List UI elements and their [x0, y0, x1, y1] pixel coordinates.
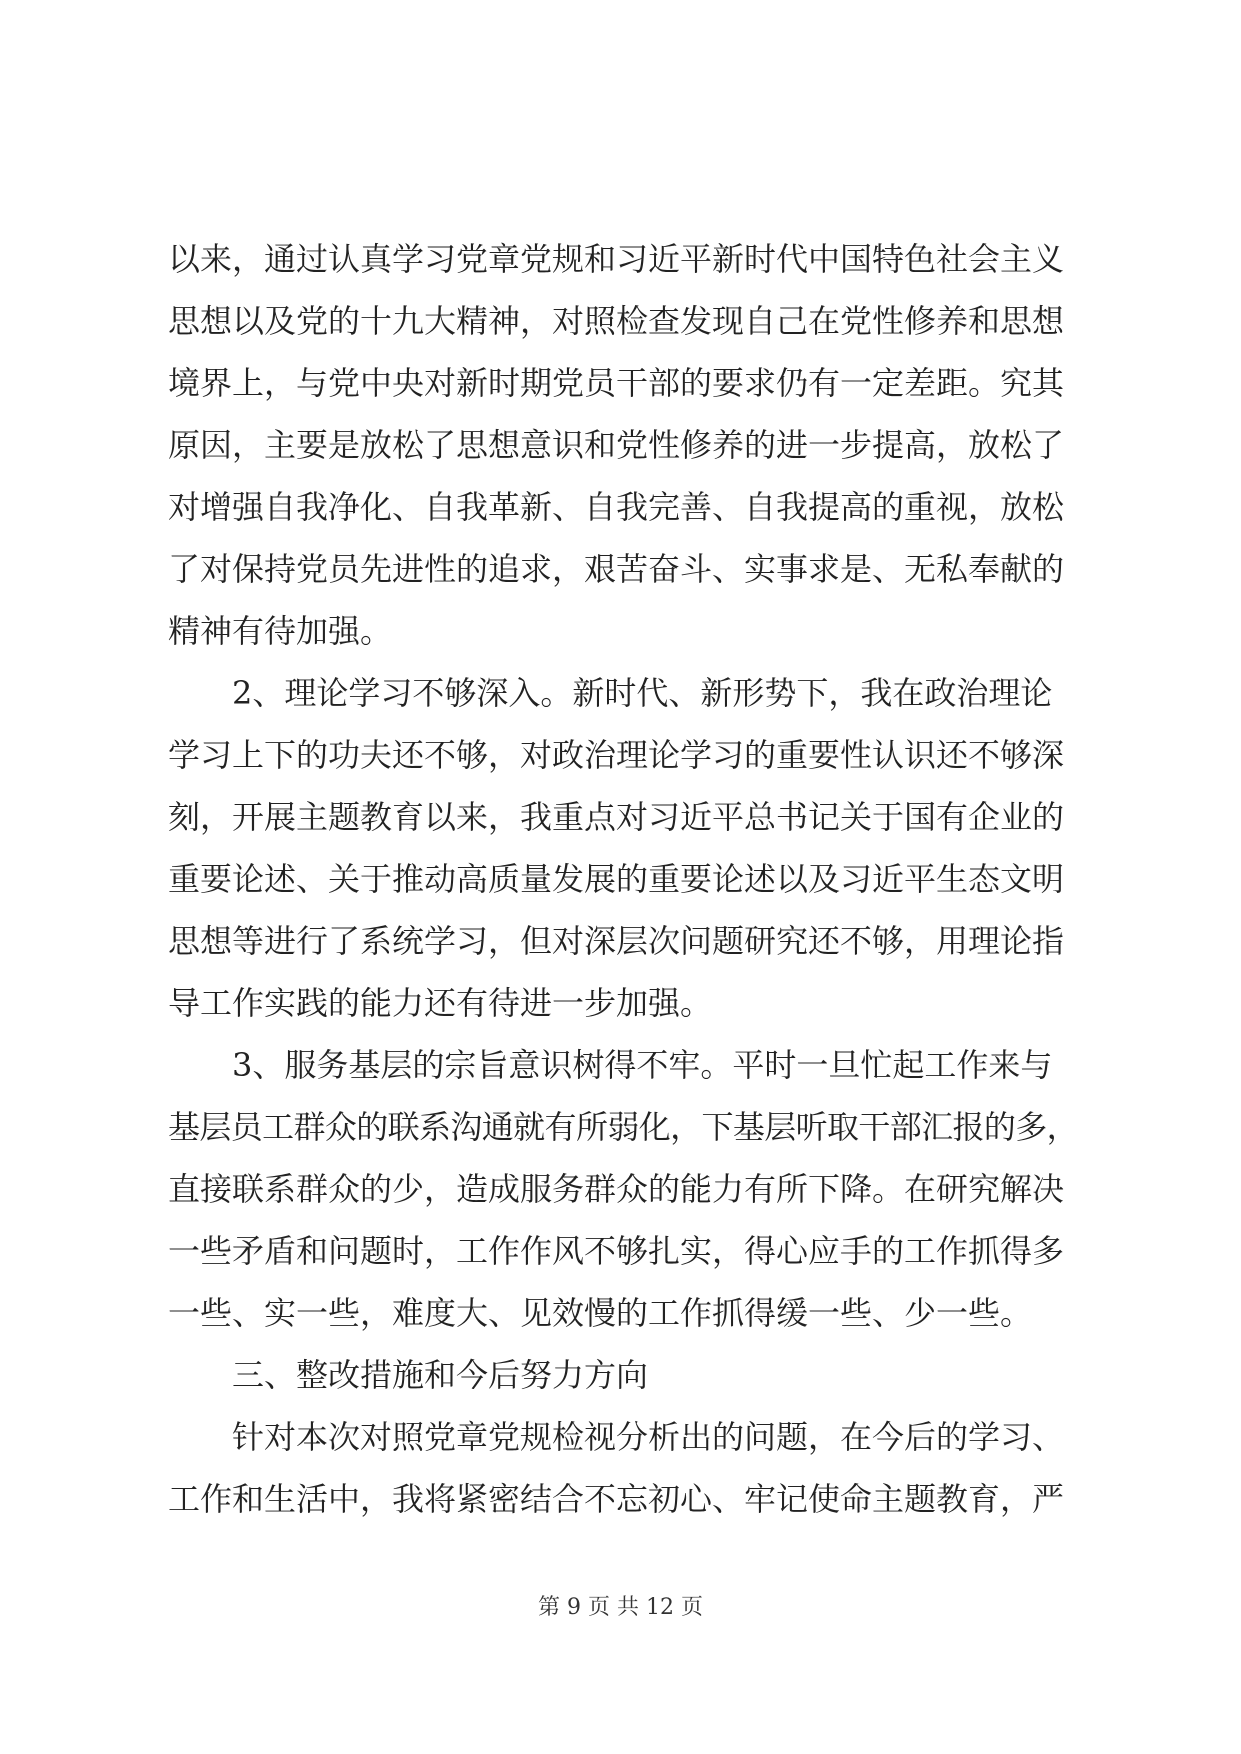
text-line: 精神有待加强。 [168, 612, 393, 650]
text-line: 原因，主要是放松了思想意识和党性修养的进一步提高，放松了 [168, 426, 1065, 464]
text-line: 导工作实践的能力还有待进一步加强。 [168, 984, 713, 1022]
text-line: 学习上下的功夫还不够，对政治理论学习的重要性认识还不够深 [168, 736, 1065, 774]
text-line: 境界上，与党中央对新时期党员干部的要求仍有一定差距。究其 [168, 364, 1065, 402]
text-line: 思想等进行了系统学习，但对深层次问题研究还不够，用理论指 [168, 922, 1065, 960]
text-line: 一些矛盾和问题时，工作作风不够扎实，得心应手的工作抓得多 [168, 1232, 1065, 1270]
text-line: 工作和生活中，我将紧密结合不忘初心、牢记使命主题教育，严 [168, 1480, 1065, 1518]
paragraph-start-line: 针对本次对照党章党规检视分析出的问题，在今后的学习、 [232, 1418, 1065, 1456]
text-line: 了对保持党员先进性的追求，艰苦奋斗、实事求是、无私奉献的 [168, 550, 1065, 588]
text-line: 思想以及党的十九大精神，对照检查发现自己在党性修养和思想 [168, 302, 1065, 340]
paragraph-start-line: 3、服务基层的宗旨意识树得不牢。平时一旦忙起工作来与 [232, 1046, 1053, 1084]
body-text [168, 228, 1078, 1530]
page-footer: 第 9 页 共 12 页 [538, 1595, 703, 1620]
text-line: 对增强自我净化、自我革新、自我完善、自我提高的重视，放松 [168, 488, 1065, 526]
text-line: 基层员工群众的联系沟通就有所弱化，下基层听取干部汇报的多， [168, 1108, 1079, 1146]
paragraph-start-line: 2、理论学习不够深入。新时代、新形势下，我在政治理论 [232, 674, 1053, 712]
text-line: 以来，通过认真学习党章党规和习近平新时代中国特色社会主义 [168, 240, 1065, 278]
text-line: 重要论述、关于推动高质量发展的重要论述以及习近平生态文明 [168, 860, 1065, 898]
section-heading: 三、整改措施和今后努力方向 [232, 1356, 649, 1394]
text-line: 直接联系群众的少，造成服务群众的能力有所下降。在研究解决 [168, 1170, 1065, 1208]
text-line: 一些、实一些，难度大、见效慢的工作抓得缓一些、少一些。 [168, 1294, 1033, 1332]
text-line: 刻，开展主题教育以来，我重点对习近平总书记关于国有企业的 [168, 798, 1065, 836]
